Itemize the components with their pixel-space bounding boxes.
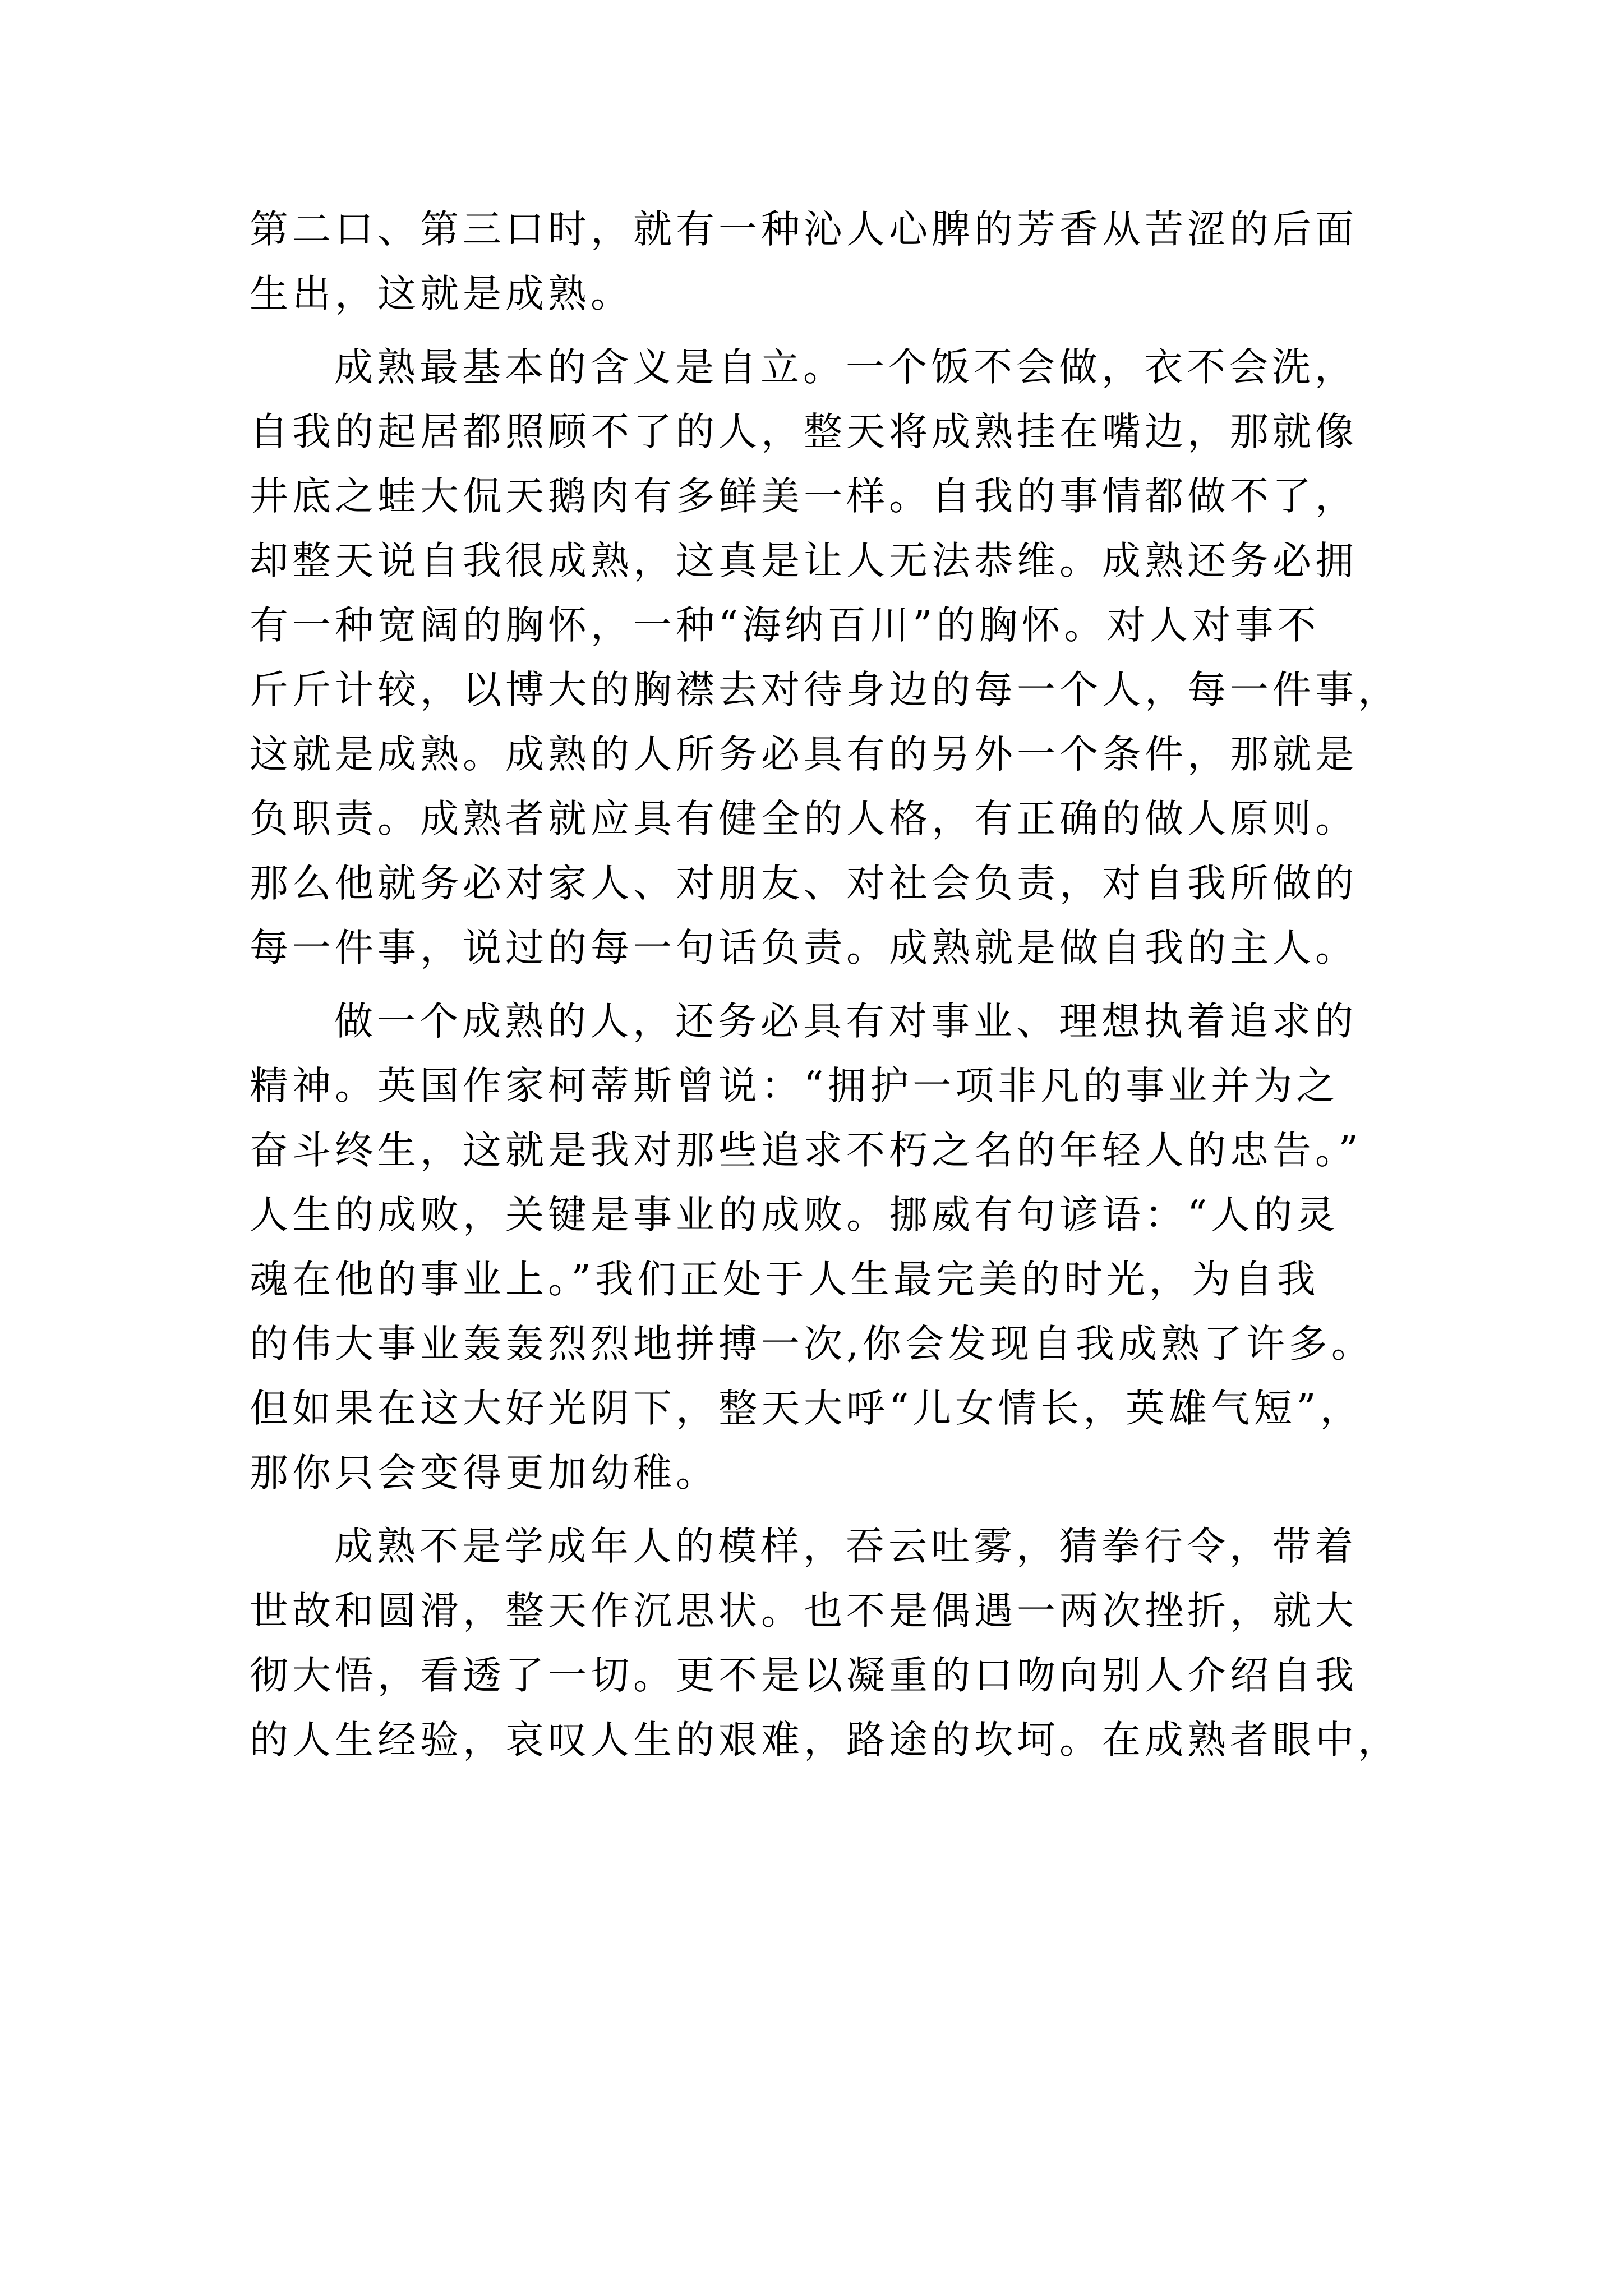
text-line: 的人生经验，哀叹人生的艰难，路途的坎坷。在成熟者眼中， bbox=[250, 1718, 1400, 1763]
paragraph bbox=[250, 335, 1400, 981]
text-line: 这就是成熟。成熟的人所务必具有的另外一个条件，那就是 bbox=[250, 732, 1358, 777]
body-text bbox=[250, 197, 1400, 1773]
text-line: 生出，这就是成熟。 bbox=[250, 272, 633, 316]
text-line: 却整天说自我很成熟，这真是让人无法恭维。成熟还务必拥 bbox=[250, 539, 1358, 583]
text-line: 那你只会变得更加幼稚。 bbox=[250, 1451, 718, 1496]
text-line: 精神。英国作家柯蒂斯曾说：“拥护一项非凡的事业并为之 bbox=[250, 1064, 1339, 1108]
text-line: 魂在他的事业上。”我们正处于人生最完美的时光，为自我 bbox=[250, 1257, 1320, 1302]
text-line: 成熟不是学成年人的模样，吞云吐雾，猜拳行令，带着 bbox=[334, 1524, 1357, 1569]
text-line: 每一件事，说过的每一句话负责。成熟就是做自我的主人。 bbox=[250, 926, 1358, 970]
paragraph bbox=[250, 1515, 1400, 1773]
text-line: 有一种宽阔的胸怀，一种“海纳百川”的胸怀。对人对事不 bbox=[250, 603, 1320, 648]
paragraph bbox=[250, 990, 1394, 1506]
text-line: 自我的起居都照顾不了的人，整天将成熟挂在嘴边，那就像 bbox=[250, 409, 1358, 454]
text-line: 井底之蛙大侃天鹅肉有多鲜美一样。自我的事情都做不了， bbox=[250, 474, 1358, 519]
text-line: 但如果在这大好光阴下，整天大呼“儿女情长，英雄气短”， bbox=[250, 1386, 1363, 1431]
text-line: 第二口、第三口时，就有一种沁人心脾的芳香从苦涩的后面 bbox=[250, 207, 1358, 252]
text-line: 人生的成败，关键是事业的成败。挪威有句谚语：“人的灵 bbox=[250, 1193, 1339, 1237]
text-line: 成熟最基本的含义是自立。一个饭不会做，衣不会洗， bbox=[334, 345, 1357, 390]
text-line: 的伟大事业轰轰烈烈地拼搏一次,你会发现自我成熟了许多。 bbox=[250, 1322, 1374, 1366]
text-line: 世故和圆滑，整天作沉思状。也不是偶遇一两次挫折，就大 bbox=[250, 1589, 1358, 1634]
text-line: 彻大悟，看透了一切。更不是以凝重的口吻向别人介绍自我 bbox=[250, 1653, 1358, 1698]
text-line: 做一个成熟的人，还务必具有对事业、理想执着追求的 bbox=[334, 999, 1357, 1044]
text-line: 负职责。成熟者就应具有健全的人格，有正确的做人原则。 bbox=[250, 797, 1358, 841]
paragraph bbox=[250, 197, 1394, 326]
text-line: 奋斗终生，这就是我对那些追求不朽之名的年轻人的忠告。” bbox=[250, 1128, 1362, 1173]
text-line: 那么他就务必对家人、对朋友、对社会负责，对自我所做的 bbox=[250, 861, 1358, 906]
text-line: 斤斤计较，以博大的胸襟去对待身边的每一个人，每一件事， bbox=[250, 668, 1400, 712]
